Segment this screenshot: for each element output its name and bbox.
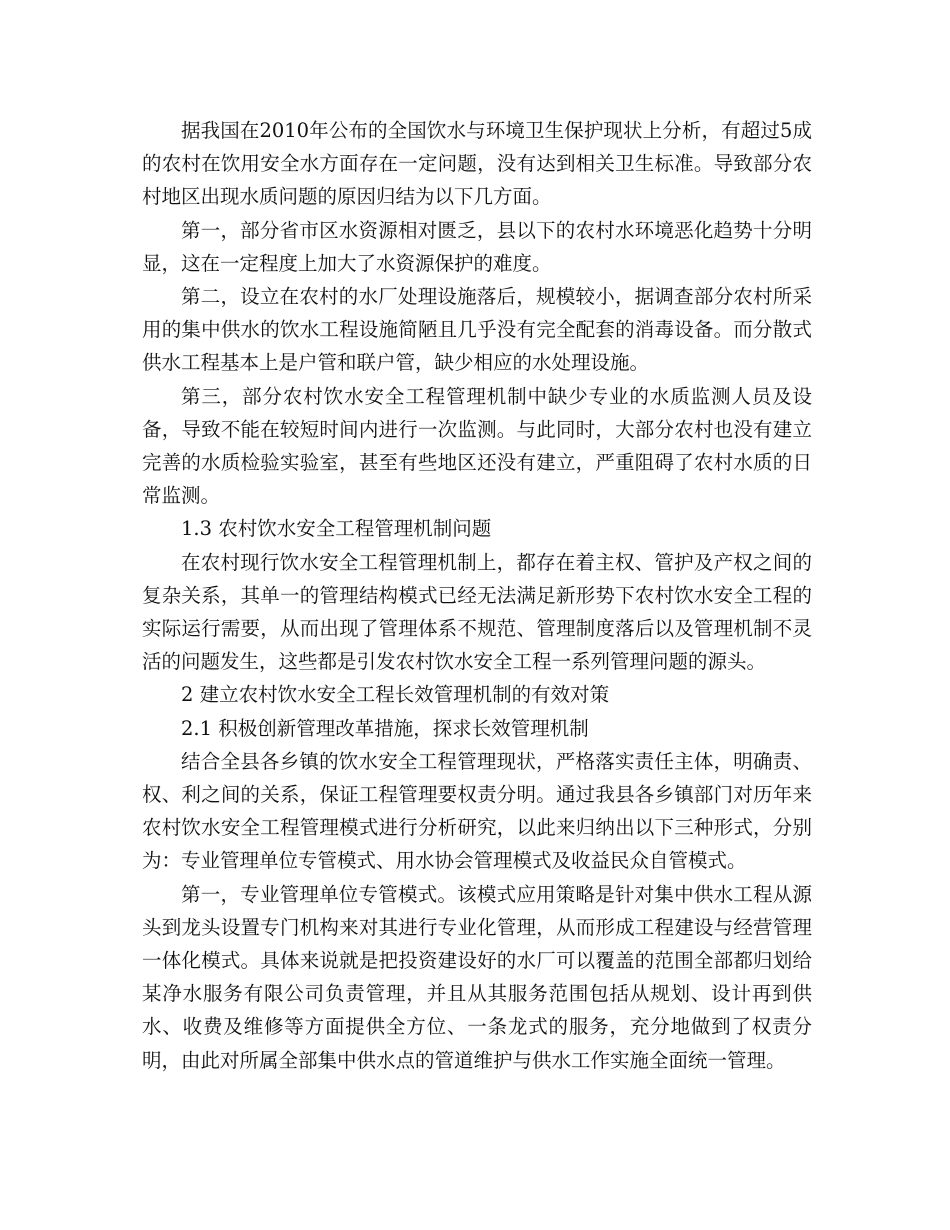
document-body: [142, 114, 812, 1077]
section-heading-2: 2 建立农村饮水安全工程长效管理机制的有效对策: [181, 683, 610, 707]
paragraph-management-problem: 在农村现行饮水安全工程管理机制上，都存在着主权、管护及产权之间的复杂关系，其单一的管理结构模式已经无法满足新形势下农村饮水安全工程的实际运行需要，从而出现了管理体系不规范、管理制度落后以及管理机制不灵活的问题发生，这些都是引发农村饮水安全工程一系列管理问题的源头。: [142, 550, 812, 674]
section-heading-1-3: 1.3 农村饮水安全工程管理机制问题: [181, 517, 492, 541]
paragraph-professional-mode: 第一，专业管理单位专管模式。该模式应用策略是针对集中供水工程从源头到龙头设置专门机构来对其进行专业化管理，从而形成工程建设与经营管理一体化模式。具体来说就是把投资建设好的水厂可以覆盖的范围全部都归划给某净水服务有限公司负责管理，并且从其服务范围包括从规划、设计再到供水、收费及维修等方面提供全方位、一条龙式的服务，充分地做到了权责分明，由此对所属全部集中供水点的管道维护与供水工作实施全面统一管理。: [142, 882, 812, 1072]
paragraph-reason-second: 第二，设立在农村的水厂处理设施落后，规模较小，据调查部分农村所采用的集中供水的饮水工程设施简陋且几乎没有完全配套的消毒设备。而分散式供水工程基本上是户管和联户管，缺少相应的水处理设施。: [142, 285, 812, 375]
paragraph-reason-third: 第三，部分农村饮水安全工程管理机制中缺少专业的水质监测人员及设备，导致不能在较短时间内进行一次监测。与此同时，大部分农村也没有建立完善的水质检验实验室，甚至有些地区还没有建立，严重阻碍了农村水质的日常监测。: [142, 384, 812, 508]
paragraph-management-modes: 结合全县各乡镇的饮水安全工程管理现状，严格落实责任主体，明确责、权、利之间的关系，保证工程管理要权责分明。通过我县各乡镇部门对历年来农村饮水安全工程管理模式进行分析研究，以此来归纳出以下三种形式，分别为：专业管理单位专管模式、用水协会管理模式及收益民众自管模式。: [142, 749, 812, 873]
paragraph-reason-first: 第一，部分省市区水资源相对匮乏，县以下的农村水环境恶化趋势十分明显，这在一定程度上加大了水资源保护的难度。: [142, 218, 812, 275]
section-heading-2-1: 2.1 积极创新管理改革措施，探求长效管理机制: [181, 716, 589, 740]
paragraph-survey-intro: 据我国在2010年公布的全国饮水与环境卫生保护现状上分析，有超过5成的农村在饮用安全水方面存在一定问题，没有达到相关卫生标准。导致部分农村地区出现水质问题的原因归结为以下几方面。: [142, 119, 812, 209]
